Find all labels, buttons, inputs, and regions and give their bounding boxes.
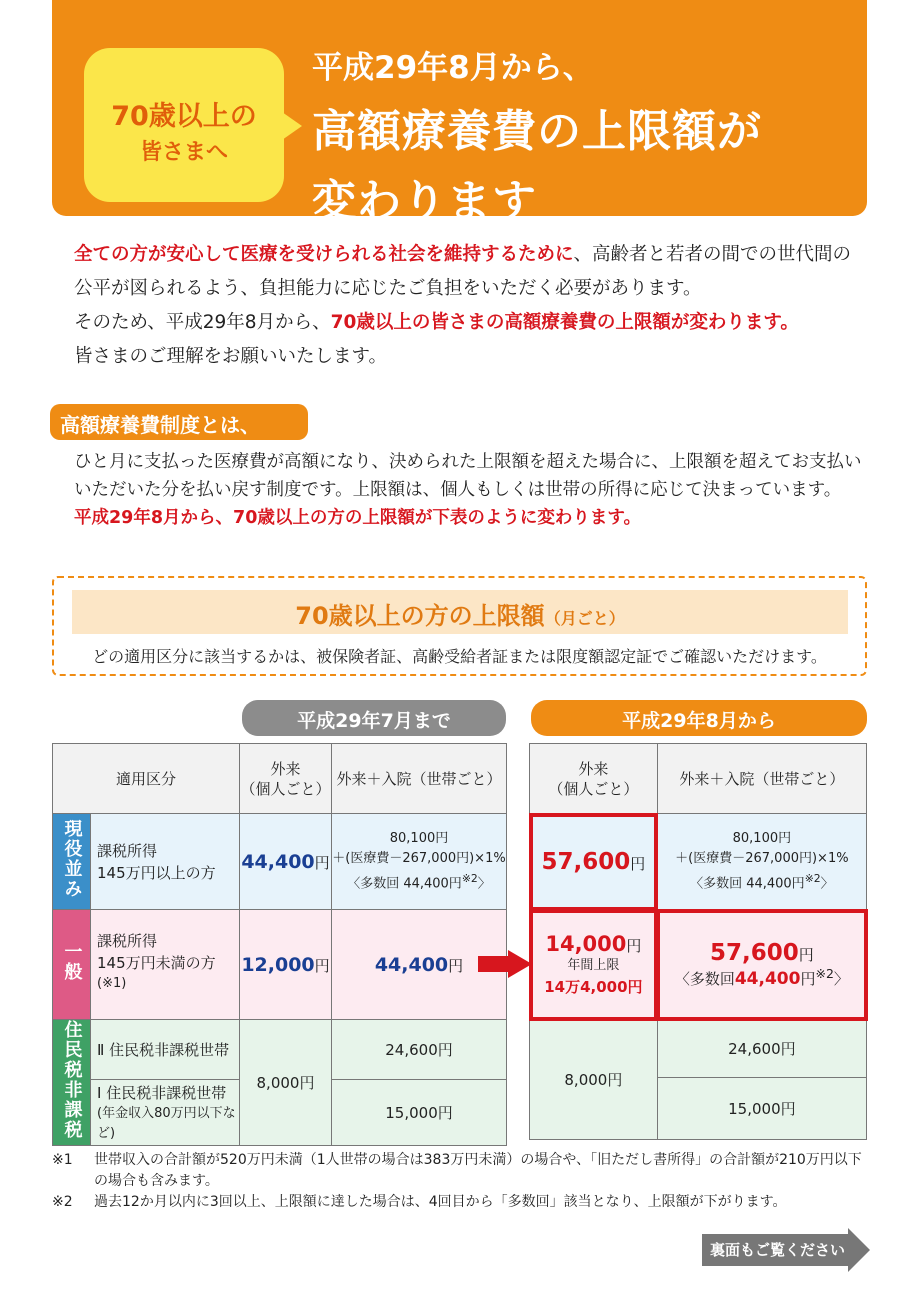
- section-body: [52, 448, 867, 532]
- audience-bubble: [84, 48, 284, 202]
- new-head-outpatient: 外来 （個人ごと）: [530, 744, 658, 814]
- old-active-outpatient: 44,400円: [240, 814, 332, 910]
- tab-from-august: 平成29年8月から: [531, 700, 867, 736]
- category-active: 現役並み: [53, 814, 91, 910]
- row-nontax-2-label: Ⅱ 住民税非課税世帯: [91, 1020, 240, 1080]
- see-reverse-label: 裏面もご覧ください: [710, 1241, 846, 1259]
- header-subtitle: 平成29年8月から、: [312, 50, 594, 86]
- new-active-outpatient: 57,600円: [530, 814, 658, 910]
- footnotes: [52, 1150, 867, 1213]
- category-general: 一般: [53, 910, 91, 1020]
- category-non-taxable: 住民税非課税: [53, 1020, 91, 1146]
- new-nontax-outpatient: 8,000円: [530, 1020, 658, 1140]
- row-nontax-1-label: Ⅰ 住民税非課税世帯 (年金収入80万円以下など): [91, 1080, 240, 1146]
- title-line2: 変わります: [312, 176, 537, 227]
- section-body-text: ひと月に支払った医療費が高額になり、決められた上限額を超えた場合に、上限額を超えてお支払いいただいた分を払い戻す制度です。上限額は、個人もしくは世帯の所得に応じて決まっています。: [74, 452, 862, 500]
- row-active-label: 課税所得 145万円以上の方: [91, 814, 240, 910]
- see-reverse-button[interactable]: [702, 1228, 872, 1272]
- row-general-label: 課税所得 145万円未満の方$^{(※1)}$: [91, 910, 240, 1020]
- new-nontax-1-combined: 15,000円: [657, 1078, 866, 1140]
- intro-p3: 皆さまのご理解をお願いいたします。: [74, 346, 388, 367]
- old-active-combined: 80,100円 ＋(医療費－267,000円)×1% 〈多数回 44,400円$^{※2}$〉: [332, 814, 507, 910]
- header-title: [312, 42, 762, 229]
- table-old: [52, 743, 507, 1146]
- old-nontax-2-combined: 24,600円: [332, 1020, 507, 1080]
- table-new: [529, 743, 867, 1140]
- new-general-outpatient: 14,000円 年間上限 14万4,000円: [530, 910, 658, 1020]
- limit-box-title-suffix: （月ごと）: [544, 609, 625, 628]
- footnote-1: ※1 世帯収入の合計額が520万円未満（1人世帯の場合は383万円未満）の場合や、「旧ただし書所得」の合計額が210万円以下の場合も含みます。: [52, 1152, 862, 1189]
- footnote-2: ※2 過去12か月以内に3回以上、上限額に達した場合は、4回目から「多数回」該当となり、上限額が下がります。: [52, 1194, 787, 1210]
- old-general-combined: 44,400円: [332, 910, 507, 1020]
- limit-box-title-text: 70歳以上の方の上限額: [295, 602, 545, 630]
- tab-until-july: 平成29年7月まで: [242, 700, 506, 736]
- new-general-combined: 57,600円 〈多数回44,400円$^{※2}$〉: [657, 910, 866, 1020]
- head-combined: 外来＋入院（世帯ごと）: [332, 744, 507, 814]
- new-active-combined: 80,100円 ＋(医療費－267,000円)×1% 〈多数回 44,400円$^{※2}$〉: [657, 814, 866, 910]
- limit-box-title: [72, 590, 848, 634]
- arrow-right-icon: [478, 950, 532, 978]
- old-general-outpatient: 12,000円: [240, 910, 332, 1020]
- bubble-line1: 70歳以上の: [111, 101, 257, 132]
- bubble-line2: 皆さまへ: [139, 140, 228, 165]
- limit-box: [52, 576, 867, 676]
- old-nontax-outpatient: 8,000円: [240, 1020, 332, 1146]
- limit-box-note: どの適用区分に該当するかは、被保険者証、高齢受給者証または限度額認定証でご確認いただけます。: [92, 647, 827, 666]
- new-nontax-2-combined: 24,600円: [657, 1020, 866, 1078]
- section-highlight: 平成29年8月から、70歳以上の方の上限額が下表のように変わります。: [74, 508, 641, 528]
- title-line1: 高額療養費の上限額が: [312, 106, 762, 157]
- head-category: 適用区分: [53, 744, 240, 814]
- intro-p2-red: 70歳以上の皆さまの高額療養費の上限額が変わります。: [330, 312, 799, 333]
- intro-text: [52, 238, 867, 374]
- new-head-combined: 外来＋入院（世帯ごと）: [657, 744, 866, 814]
- section-heading: 高額療養費制度とは、: [50, 404, 308, 440]
- header-banner: [52, 0, 867, 227]
- intro-p2-lead: そのため、平成29年8月から、: [74, 312, 331, 333]
- head-outpatient: 外来 （個人ごと）: [240, 744, 332, 814]
- old-nontax-1-combined: 15,000円: [332, 1080, 507, 1146]
- intro-p1-red: 全ての方が安心して医療を受けられる社会を維持するために: [74, 244, 574, 265]
- intro-p1-rest: 、高齢者と若者の間での世代間の公平が図られるよう、負担能力に応じたご負担をいただく必要があります。: [74, 244, 852, 299]
